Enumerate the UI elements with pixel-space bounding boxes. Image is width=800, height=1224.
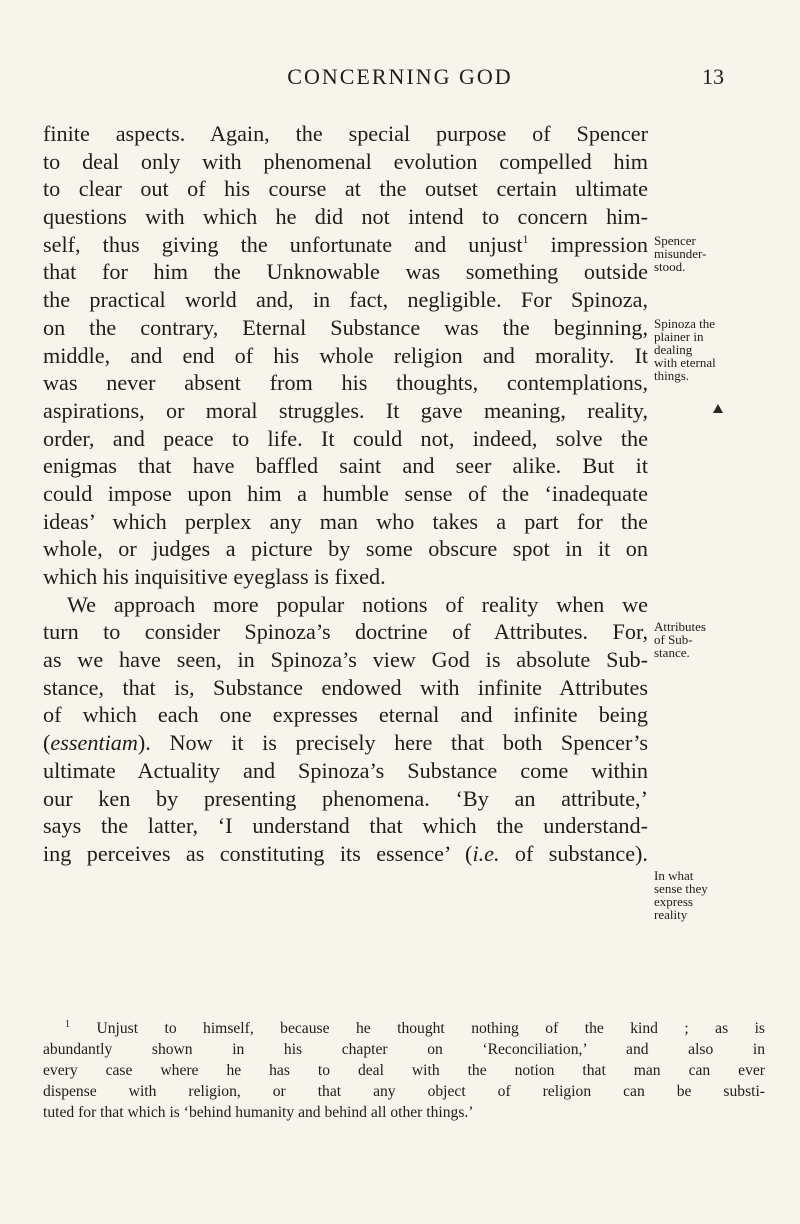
margin-note-spencer — [654, 234, 774, 273]
page-number: 13 — [702, 64, 724, 89]
text-segment: ( — [43, 730, 51, 756]
text-line: on the contrary, Eternal Substance was the beginning, — [43, 314, 648, 340]
footnote-line: dispense with religion, or that any object of religion can be substi- — [43, 1083, 765, 1100]
text-segment: Unjust to himself, because he thought nothing of the kind ; as is — [96, 1020, 765, 1037]
margin-note-line: Attributes — [654, 619, 706, 634]
text-segment: self, thus giving the unfortunate and unjust — [43, 231, 523, 257]
text-line: middle, and end of his whole religion and morality. It — [43, 342, 648, 368]
text-line: finite aspects. Again, the special purpose of Spencer — [43, 121, 648, 146]
margin-note-spinoza — [654, 317, 774, 382]
margin-note-line: Spinoza the — [654, 316, 716, 331]
margin-note-attributes — [654, 620, 774, 659]
text-line: enigmas that have baffled saint and seer alike. But it — [43, 453, 648, 479]
page-header — [0, 62, 800, 96]
footnote-marker: 1 — [65, 1019, 70, 1030]
text-line: says the latter, ‘I understand that which the understand- — [43, 813, 648, 839]
text-line: could impose upon him a humble sense of the ‘inadequate — [43, 480, 648, 506]
margin-note-line: express — [654, 894, 693, 909]
margin-note-line: reality — [654, 907, 688, 922]
text-line: ultimate Actuality and Spinoza’s Substance come within — [43, 757, 648, 783]
body-text — [43, 120, 648, 868]
text-line: of which each one expresses eternal and infinite being — [43, 702, 648, 728]
italic-term: essentiam — [50, 730, 138, 756]
text-line: questions with which he did not intend to concern him- — [43, 204, 648, 230]
running-head: CONCERNING GOD — [287, 64, 513, 89]
printer-mark — [713, 404, 723, 413]
text-line: order, and peace to life. It could not, indeed, solve the — [43, 425, 648, 451]
footnote-line: every case where he has to deal with the notion that man can ever — [43, 1062, 765, 1079]
footnote-ref: 1 — [522, 231, 529, 246]
text-line: that for him the Unknowable was something outside — [43, 259, 648, 285]
text-line: to deal only with phenomenal evolution compelled him — [43, 148, 648, 174]
margin-note-line: misunder- — [654, 246, 707, 261]
margin-note-line: things. — [654, 368, 690, 383]
margin-note-line: Spencer — [654, 233, 696, 248]
margin-note-line: with eternal — [654, 355, 716, 370]
text-line: our ken by presenting phenomena. ‘By an attribute,’ — [43, 785, 648, 811]
text-line: the practical world and, in fact, negligible. For Spinoza, — [43, 287, 648, 313]
italic-term: i.e. — [472, 840, 500, 866]
margin-note-line: In what — [654, 868, 694, 883]
text-line: turn to consider Spinoza’s doctrine of Attributes. For, — [43, 619, 648, 645]
text-line — [43, 231, 648, 259]
footnote — [43, 1018, 765, 1123]
text-line: ideas’ which perplex any man who takes a part for the — [43, 508, 648, 534]
text-line — [43, 840, 648, 868]
margin-note-line: stood. — [654, 259, 686, 274]
text-segment: impression — [550, 231, 649, 257]
margin-note-line: plainer in — [654, 329, 704, 344]
margin-note-line: sense they — [654, 881, 708, 896]
margin-note-line: stance. — [654, 645, 690, 660]
text-line: was never absent from his thoughts, contemplations, — [43, 370, 648, 396]
footnote-line — [43, 1018, 765, 1039]
text-line: aspirations, or moral struggles. It gave meaning, reality, — [43, 397, 648, 423]
margin-note-line: of Sub- — [654, 632, 693, 647]
text-line: stance, that is, Substance endowed with infinite Attributes — [43, 674, 648, 700]
footnote-line: abundantly shown in his chapter on ‘Reconciliation,’ and also in — [43, 1041, 765, 1058]
footnote-line: tuted for that which is ‘behind humanity and behind all other things.’ — [43, 1104, 474, 1121]
text-line: whole, or judges a picture by some obscure spot in it on — [43, 536, 648, 562]
margin-note-reality — [654, 869, 774, 921]
text-line: We approach more popular notions of reality when we — [67, 591, 648, 617]
text-line: as we have seen, in Spinoza’s view God is absolute Sub- — [43, 647, 648, 673]
text-segment: of substance). — [499, 840, 648, 866]
margin-note-line: dealing — [654, 342, 693, 357]
text-line — [43, 729, 648, 757]
text-line: which his inquisitive eyeglass is fixed. — [43, 564, 386, 589]
text-segment: ing perceives as constituting its essence’ ( — [43, 840, 473, 866]
text-segment: ). Now it is precisely here that both Spencer’s — [137, 730, 648, 756]
text-line: to clear out of his course at the outset certain ultimate — [43, 176, 648, 202]
